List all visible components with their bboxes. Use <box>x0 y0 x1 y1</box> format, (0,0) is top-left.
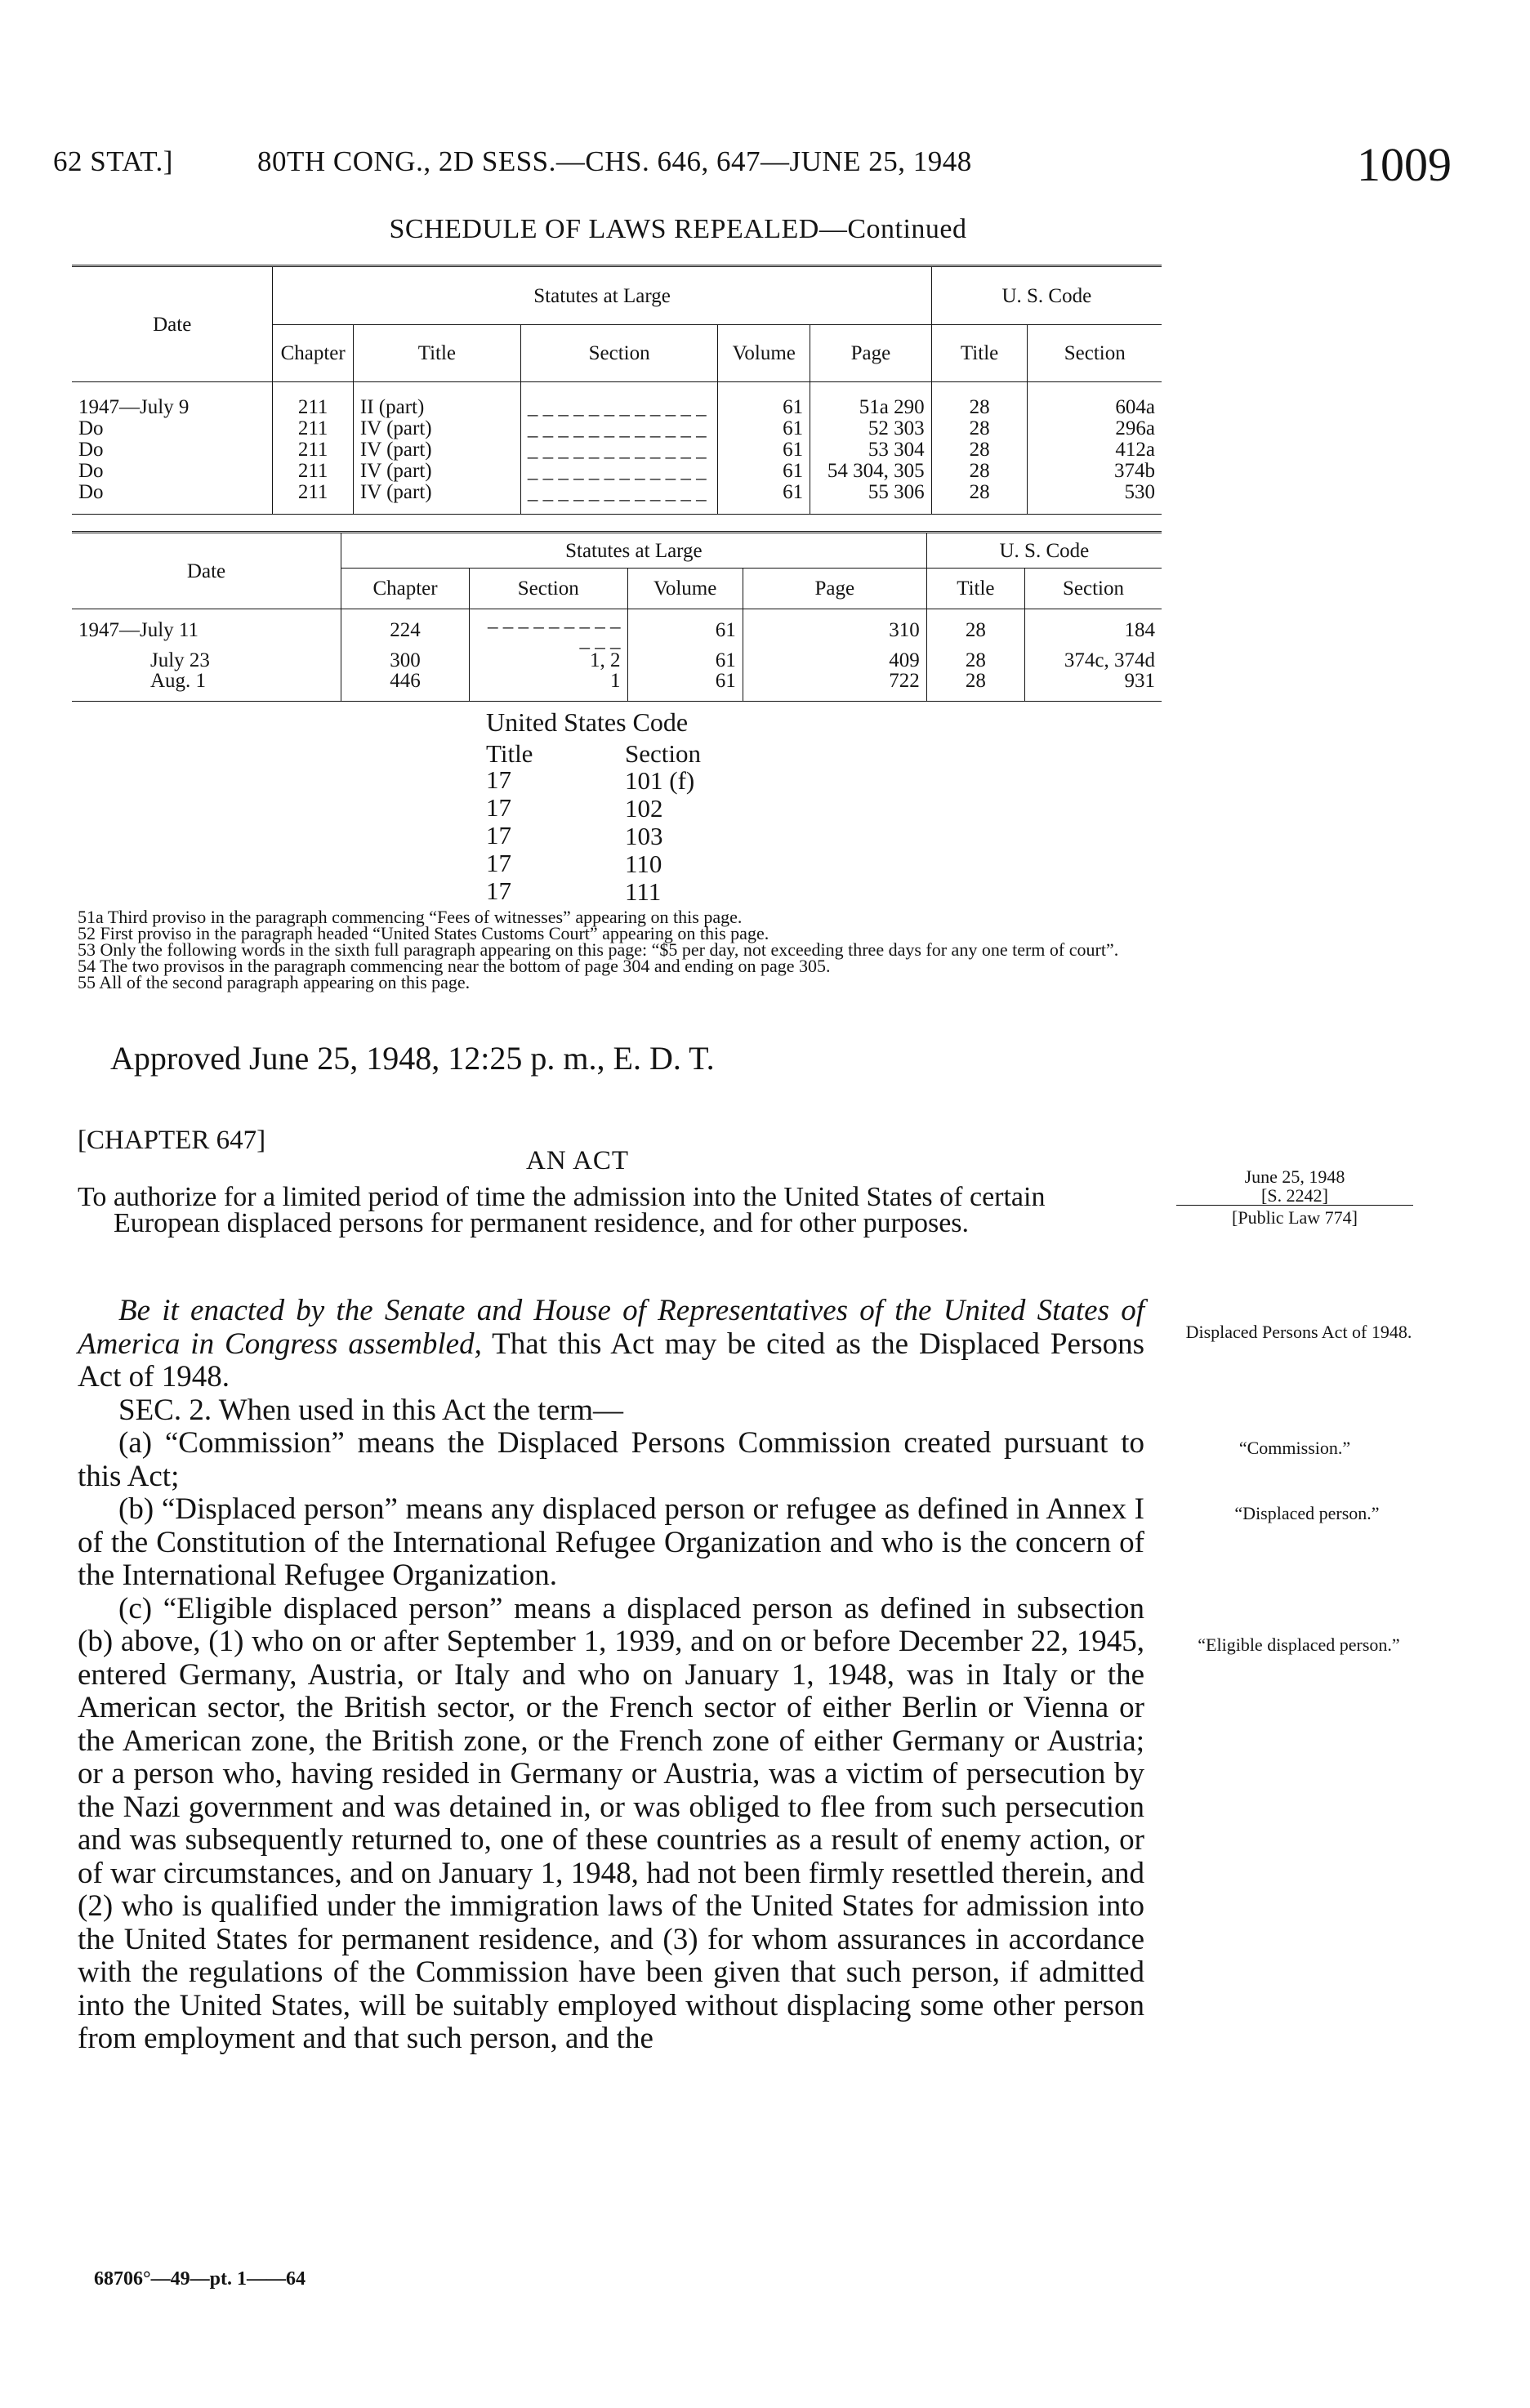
footnote: 54 The two provisos in the paragraph commencing near the bottom of page 304 and ending on page 305. <box>78 956 831 976</box>
header-date: Date <box>72 266 273 382</box>
section-2: SEC. 2. When used in this Act the term— <box>118 1393 623 1427</box>
enacting-rest: That this Act may be cited as the Displaced Persons Act of 1948. <box>78 1327 1144 1394</box>
cell-volume: 61 <box>718 397 810 418</box>
footnote: 55 All of the second paragraph appearing on this page. <box>78 972 471 992</box>
footnote: 53 Only the following words in the sixth full paragraph appearing on this page: “$5 per day, not exceeding three days for any one term of court”. <box>78 939 1119 960</box>
cell-code-title: 28 <box>931 482 1028 503</box>
cell-page: 722 <box>743 671 926 691</box>
cell-code-section: 374b <box>1114 460 1155 482</box>
cell-code-title: 28 <box>931 397 1028 418</box>
cell-section: _ _ _ _ _ _ _ _ _ _ _ _ <box>470 609 628 651</box>
us-code-title: 17 <box>486 876 511 905</box>
cell-chapter: 211 <box>273 397 354 418</box>
cell-code-title: 28 <box>931 461 1028 482</box>
t2-header-code-section: Section <box>1025 569 1162 609</box>
act-title-text: To authorize for a limited period of time the admission into the United States of certain European displaced persons for permanent residence, and for other purposes. <box>78 1182 1046 1238</box>
cell-page: 53 304 <box>810 439 932 461</box>
approval-line: Approved June 25, 1948, 12:25 p. m., E. D. T. <box>110 1040 715 1077</box>
margin-note-short-title: Displaced Persons Act of 1948. <box>1185 1322 1412 1342</box>
us-code-section: 103 <box>625 821 663 850</box>
header-chapter: Chapter <box>273 325 354 382</box>
cell-section: 1 <box>470 671 628 691</box>
header-page: Page <box>810 325 932 382</box>
cell-date: 1947—July 11 <box>72 609 341 651</box>
cell-page: 54 304, 305 <box>810 461 932 482</box>
margin-bill: [S. 2242] <box>1176 1187 1413 1206</box>
table-row <box>72 439 1162 461</box>
us-code-section: 101 (f) <box>625 765 695 795</box>
cell-volume: 61 <box>718 482 810 503</box>
table-row <box>72 482 1162 503</box>
header-code-section: Section <box>1028 325 1162 382</box>
us-code-row <box>486 766 701 794</box>
us-code-title: 17 <box>486 821 511 849</box>
cell-chapter: 211 <box>273 461 354 482</box>
act-body <box>78 1295 1144 2056</box>
table-row <box>72 671 1162 691</box>
cell-volume: 61 <box>627 609 743 651</box>
cell-section: _ _ _ _ _ _ _ _ _ _ _ _ <box>520 397 718 418</box>
cell-title: II (part) <box>353 397 520 418</box>
cell-date: Do <box>72 461 273 482</box>
cell-code-section: 184 <box>1124 618 1155 641</box>
cell-code-title: 28 <box>926 671 1024 691</box>
header-title: Title <box>353 325 520 382</box>
cell-chapter: 300 <box>341 650 470 671</box>
t2-header-code-title: Title <box>926 569 1024 609</box>
cell-date: Do <box>72 418 273 439</box>
cell-section: _ _ _ _ _ _ _ _ _ _ _ _ <box>520 482 718 503</box>
header-code-group: U. S. Code <box>931 266 1162 325</box>
us-code-row <box>486 794 701 822</box>
us-code-row <box>486 849 701 877</box>
cell-title: IV (part) <box>353 418 520 439</box>
cell-title: IV (part) <box>353 482 520 503</box>
cell-page: 55 306 <box>810 482 932 503</box>
repealed-laws-table-1 <box>72 265 1162 515</box>
footnote: 51a Third proviso in the paragraph commencing “Fees of witnesses” appearing on this page. <box>78 907 743 927</box>
act-title <box>78 1184 1140 1237</box>
cell-code-section: 931 <box>1124 670 1155 692</box>
margin-note-commission: “Commission.” <box>1238 1438 1351 1458</box>
cell-volume: 61 <box>718 461 810 482</box>
an-act-heading: AN ACT <box>526 1146 630 1175</box>
us-code-section: 111 <box>625 876 662 906</box>
cell-title: IV (part) <box>353 439 520 461</box>
cell-page: 52 303 <box>810 418 932 439</box>
cell-date: 1947—July 9 <box>72 397 273 418</box>
cell-code-section: 412a <box>1115 439 1155 461</box>
margin-note-displaced-person: “Displaced person.” <box>1234 1503 1380 1523</box>
us-code-section: 110 <box>625 849 662 878</box>
t2-header-volume: Volume <box>627 569 743 609</box>
table-row <box>72 418 1162 439</box>
us-code-heading: United States Code <box>486 707 689 737</box>
cell-volume: 61 <box>718 418 810 439</box>
paragraph-c: (c) “Eligible displaced person” means a displaced person as defined in subsection (b) above, (1) who on or after September 1, 1939, and on or before December 22, 1945, entered Germany, Austria, or Italy and who on January 1, 1948, was in Italy or the American sector, the British sector, or the French sector of either Berlin or Vienna or the American zone, the British zone, or the French zone of either Germany or Austria; or a person who, having resided in Germany or Austria, was a victim of persecution by the Nazi government and was detained in, or was obliged to flee from such persecution and was subsequently returned to, one of these countries as a result of enemy action, or of war circumstances, and on January 1, 1948, had not been firmly resettled therein, and (2) who is qualified under the immigration laws of the United States for admission into the United States for permanent residence, and (3) for whom assurances in accordance with the regulations of the Commission have been given that such person, if admitted into the United States, will be suitably employed without displacing some other person from employment and that such person, and the <box>78 1591 1144 2055</box>
cell-page: 310 <box>743 609 926 651</box>
us-code-list <box>486 707 701 905</box>
us-code-title: 17 <box>486 849 511 877</box>
cell-volume: 61 <box>718 439 810 461</box>
cell-code-section: 296a <box>1115 417 1155 439</box>
cell-chapter: 211 <box>273 482 354 503</box>
cell-code-title: 28 <box>926 650 1024 671</box>
cell-code-title: 28 <box>931 418 1028 439</box>
running-head-left: 62 STAT.] <box>53 145 173 177</box>
cell-section: 1, 2 <box>470 650 628 671</box>
schedule-title: SCHEDULE OF LAWS REPEALED—Continued <box>389 214 967 244</box>
page-number: 1009 <box>1357 138 1452 191</box>
cell-date: Do <box>72 439 273 461</box>
margin-date: June 25, 1948 <box>1244 1166 1345 1187</box>
us-code-section: 102 <box>625 793 663 823</box>
cell-section: _ _ _ _ _ _ _ _ _ _ _ _ <box>520 418 718 439</box>
t2-header-section: Section <box>470 569 628 609</box>
cell-chapter: 446 <box>341 671 470 691</box>
cell-volume: 61 <box>627 671 743 691</box>
us-code-title: 17 <box>486 765 511 794</box>
cell-code-section: 604a <box>1115 396 1155 418</box>
table-row <box>72 650 1162 671</box>
t2-header-code-group: U. S. Code <box>926 533 1162 569</box>
cell-section: _ _ _ _ _ _ _ _ _ _ _ _ <box>520 461 718 482</box>
us-code-row <box>486 877 701 905</box>
cell-chapter: 224 <box>341 609 470 651</box>
margin-public-law: [Public Law 774] <box>1232 1207 1358 1228</box>
table-row <box>72 609 1162 651</box>
running-head-center: 80TH CONG., 2D SESS.—CHS. 646, 647—JUNE 25, 1948 <box>257 145 972 177</box>
footnote: 52 First proviso in the paragraph headed “United States Customs Court” appearing on this page. <box>78 923 769 943</box>
t2-header-date: Date <box>72 533 341 609</box>
margin-note-eligible: “Eligible displaced person.” <box>1198 1634 1400 1655</box>
header-code-title: Title <box>931 325 1028 382</box>
enacting-clause <box>78 1295 1144 1394</box>
cell-code-section: 530 <box>1124 481 1155 503</box>
cell-chapter: 211 <box>273 439 354 461</box>
cell-section: _ _ _ _ _ _ _ _ _ _ _ _ <box>520 439 718 461</box>
cell-page: 409 <box>743 650 926 671</box>
footnotes <box>78 909 1172 991</box>
chapter-number: [CHAPTER 647] <box>78 1126 266 1155</box>
cell-code-title: 28 <box>931 439 1028 461</box>
header-statutes-group: Statutes at Large <box>273 266 931 325</box>
t2-header-chapter: Chapter <box>341 569 470 609</box>
header-section: Section <box>520 325 718 382</box>
cell-volume: 61 <box>627 650 743 671</box>
cell-title: IV (part) <box>353 461 520 482</box>
us-code-row <box>486 822 701 849</box>
cell-date: Do <box>72 482 273 503</box>
us-code-col-section: Section <box>625 739 701 768</box>
t2-header-statutes-group: Statutes at Large <box>341 533 927 569</box>
footer-print-code: 68706°—49—pt. 1——64 <box>94 2268 306 2290</box>
us-code-col-title: Title <box>486 739 533 768</box>
cell-date: Aug. 1 <box>72 671 341 691</box>
paragraph-b: (b) “Displaced person” means any displaced person or refugee as defined in Annex I of the Constitution of the International Refugee Organization and who is the concern of the International Refugee Organization. <box>78 1492 1144 1592</box>
table-row <box>72 397 1162 418</box>
enacting-italic: Be it enacted by the Senate and House of Representatives of the United States of America in Congress assembled, <box>78 1294 1144 1361</box>
cell-code-section: 374c, 374d <box>1064 649 1155 671</box>
cell-page: 51a 290 <box>810 397 932 418</box>
header-volume: Volume <box>718 325 810 382</box>
cell-code-title: 28 <box>926 609 1024 651</box>
cell-date: July 23 <box>72 650 341 671</box>
cell-chapter: 211 <box>273 418 354 439</box>
repealed-laws-table-2 <box>72 531 1162 702</box>
t2-header-page: Page <box>743 569 926 609</box>
table-row <box>72 461 1162 482</box>
us-code-title: 17 <box>486 793 511 822</box>
paragraph-a: (a) “Commission” means the Displaced Persons Commission created pursuant to this Act; <box>78 1426 1144 1493</box>
